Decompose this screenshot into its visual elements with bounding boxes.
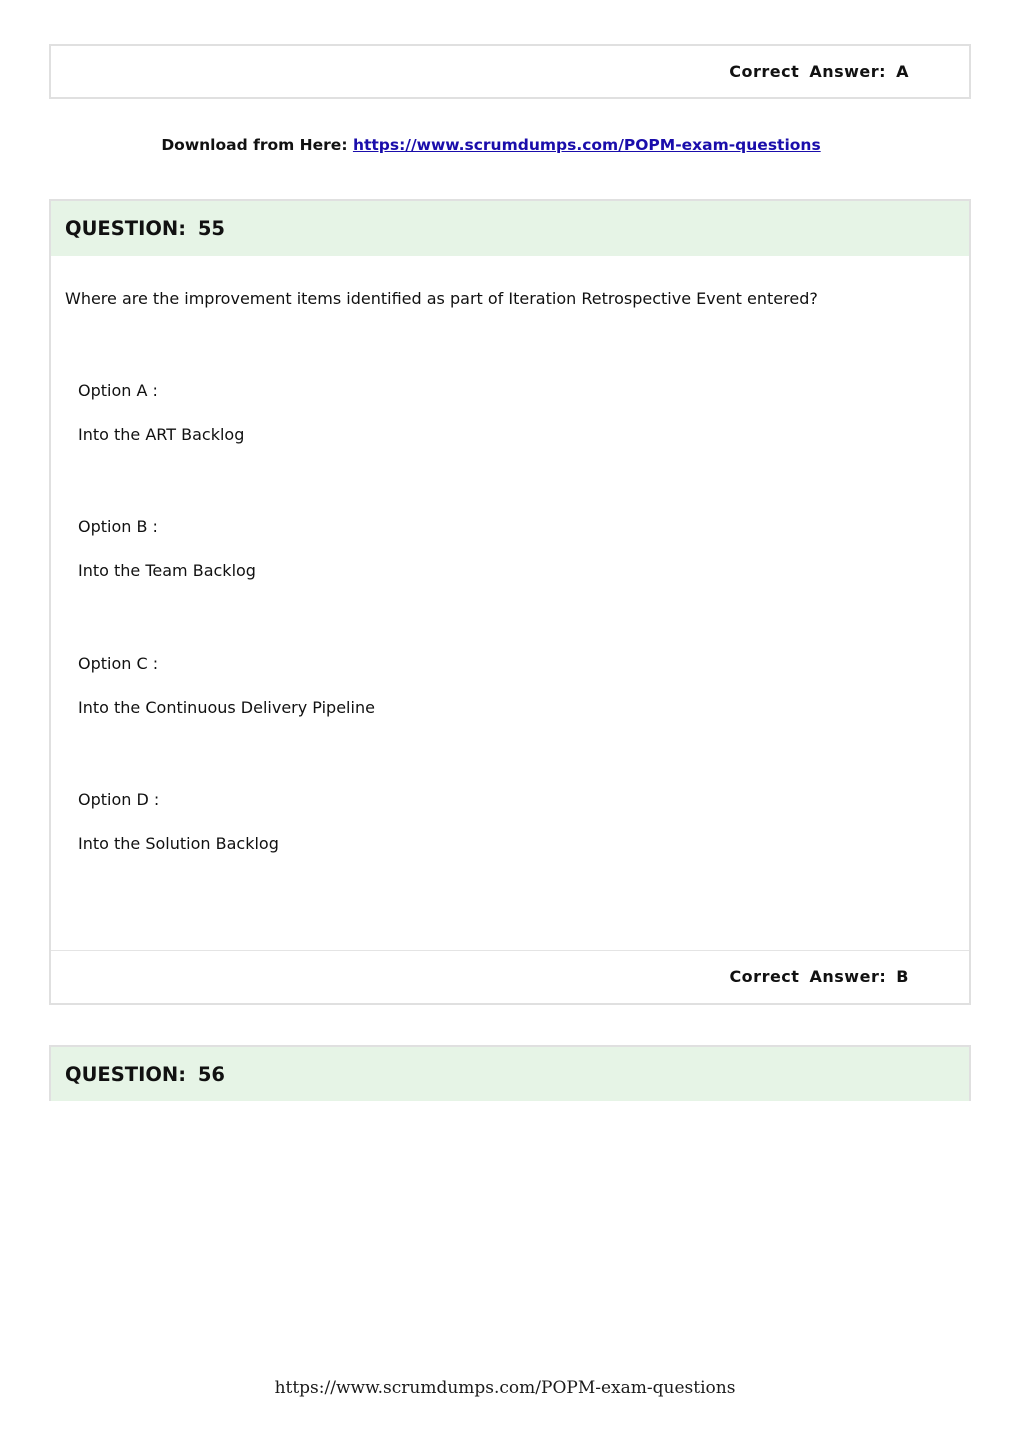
download-link[interactable]: https://www.scrumdumps.com/POPM-exam-questions bbox=[352, 136, 821, 154]
question-56-card bbox=[49, 1045, 971, 1101]
question-55-answer-footer bbox=[51, 950, 969, 1004]
question-56-header: QUESTION: 56 bbox=[51, 1047, 969, 1101]
question-55-card bbox=[49, 199, 971, 1005]
option-a-text: Into the ART Backlog bbox=[78, 425, 245, 444]
footer-url: https://www.scrumdumps.com/POPM-exam-questions bbox=[274, 1378, 736, 1398]
option-a-label: Option A : bbox=[78, 381, 158, 400]
option-c-label: Option C : bbox=[78, 654, 159, 673]
previous-correct-answer: Correct Answer: A bbox=[729, 62, 909, 81]
option-c-text: Into the Continuous Delivery Pipeline bbox=[78, 698, 375, 717]
option-b-label: Option B : bbox=[78, 517, 158, 536]
question-55-header: QUESTION: 55 bbox=[51, 201, 969, 256]
question-55-correct-answer: Correct Answer: B bbox=[729, 967, 909, 986]
option-d-text: Into the Solution Backlog bbox=[78, 834, 279, 853]
question-55-text: Where are the improvement items identified as part of Iteration Retrospective Event entered? bbox=[65, 289, 818, 308]
download-label: Download from Here: bbox=[161, 136, 348, 154]
previous-answer-box bbox=[49, 44, 971, 99]
option-d-label: Option D : bbox=[78, 790, 160, 809]
option-b-text: Into the Team Backlog bbox=[78, 561, 256, 580]
download-line bbox=[0, 136, 982, 154]
